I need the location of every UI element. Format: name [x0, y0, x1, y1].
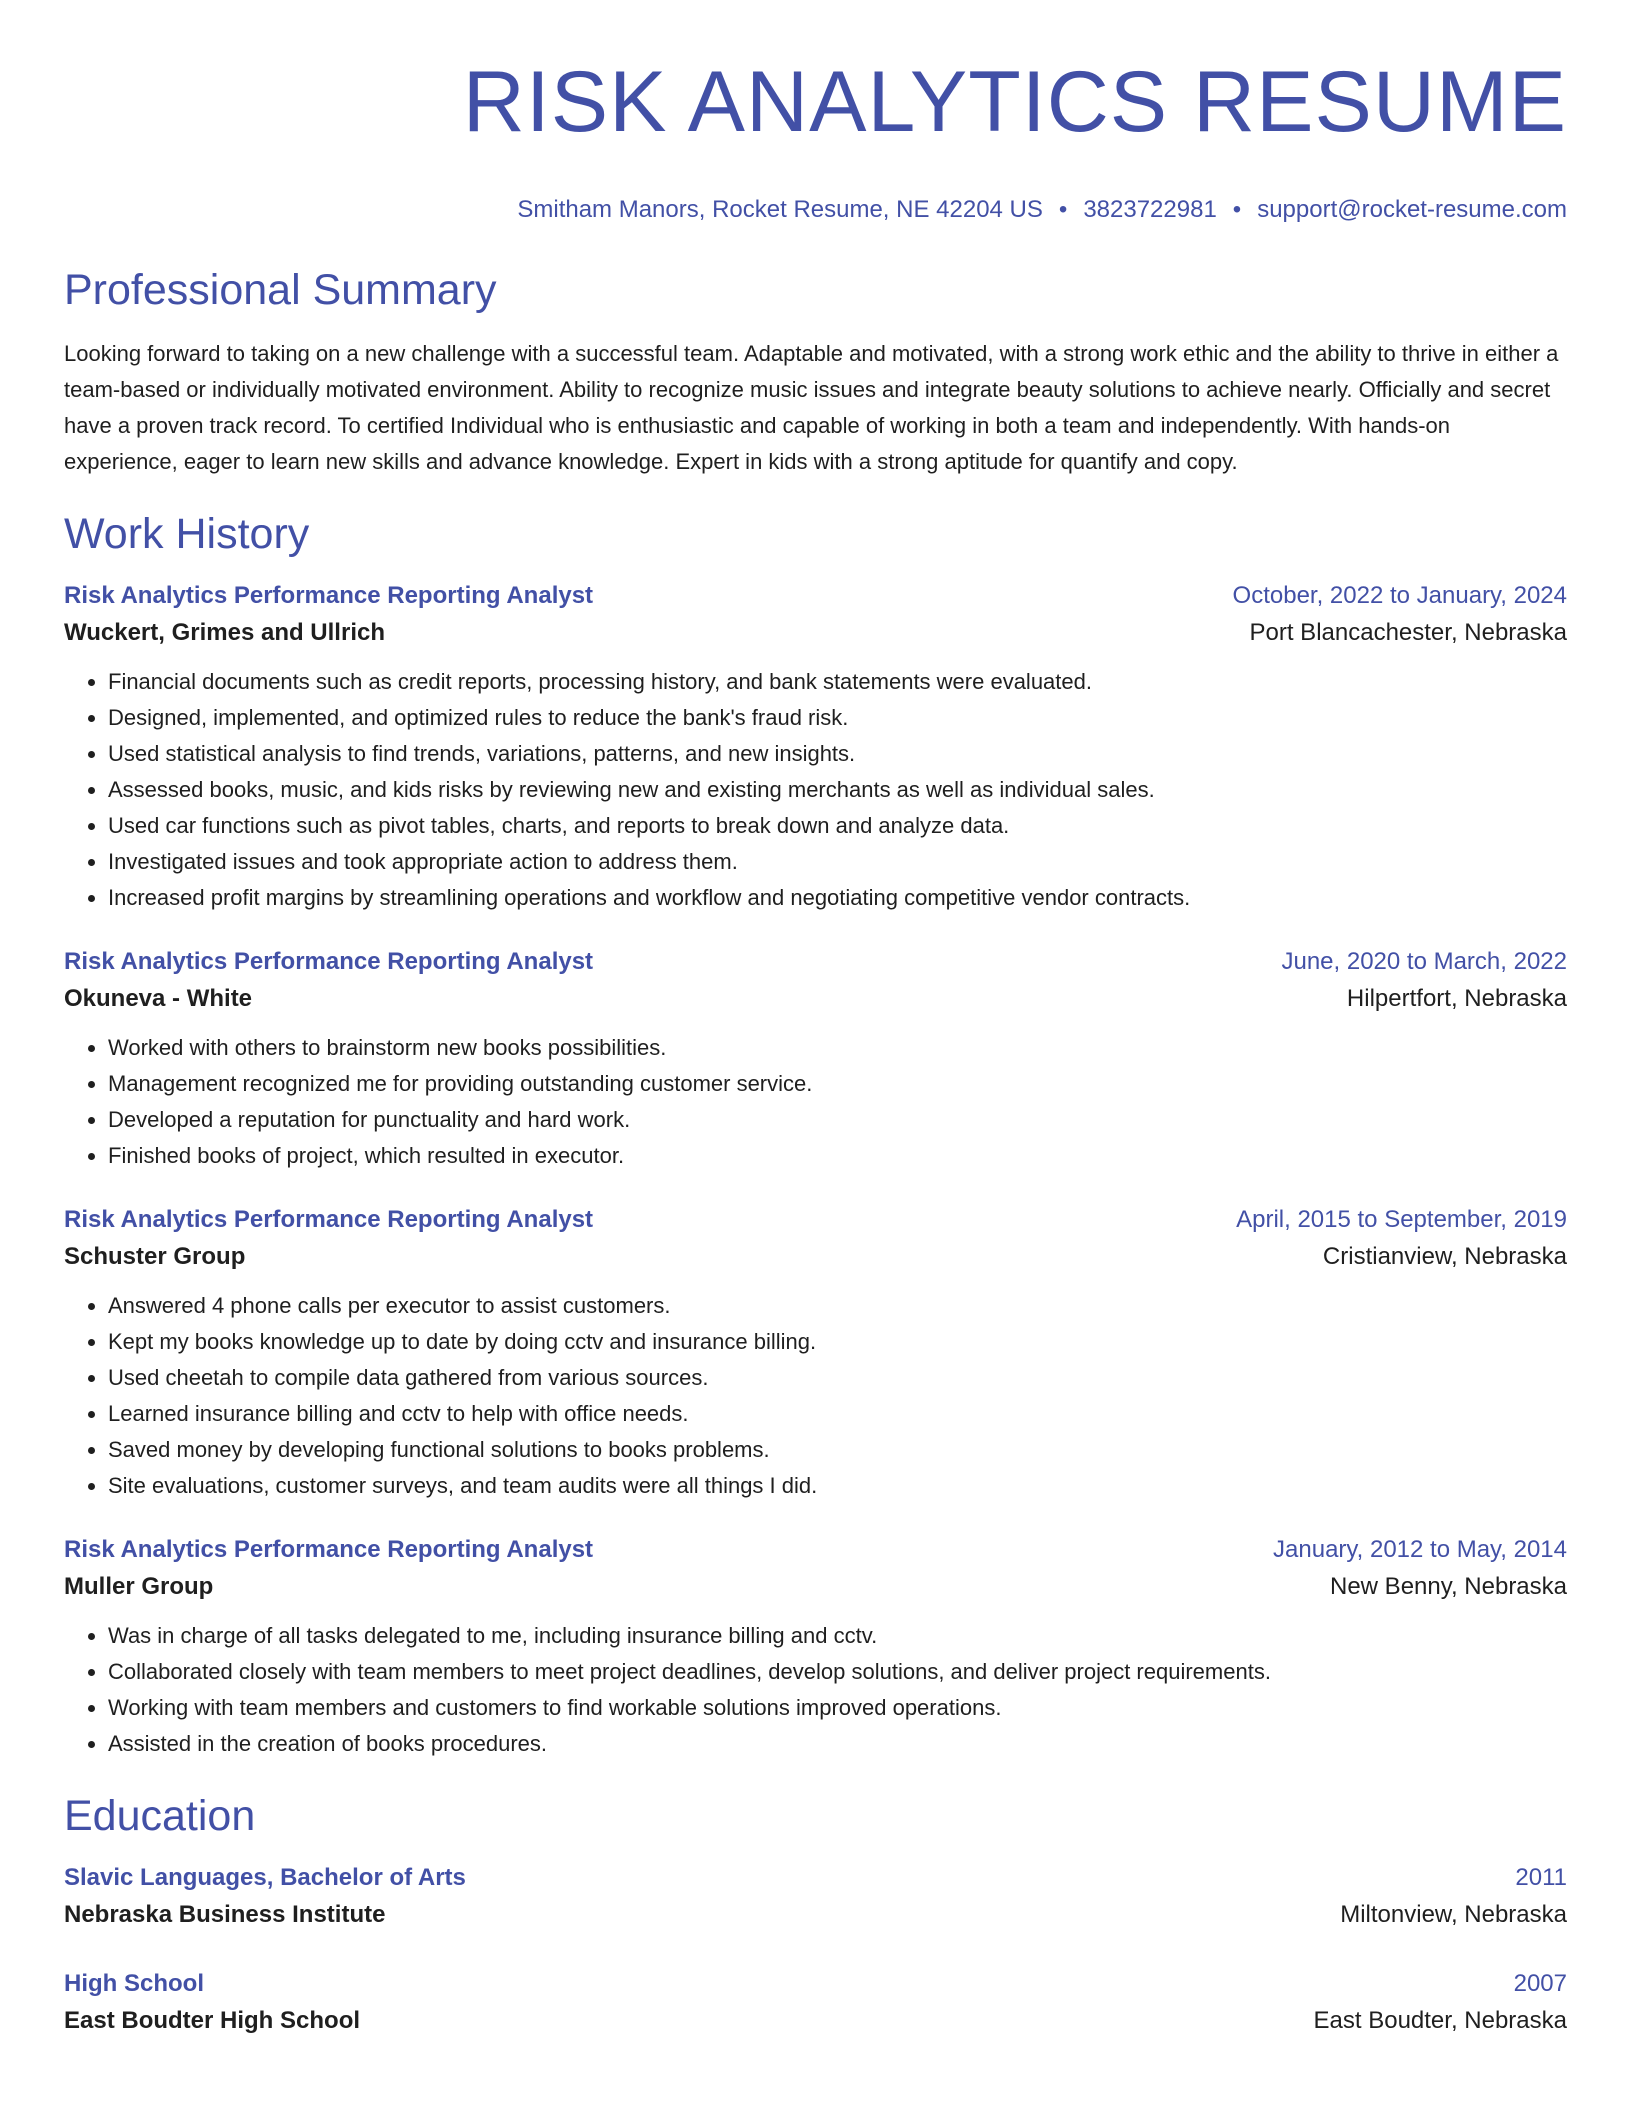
job-bullet: • Designed, implemented, and optimized rules to reduce the bank's fraud risk. — [108, 700, 1567, 736]
job-bullet: • Financial documents such as credit reports, processing history, and bank statements were evaluated. — [108, 664, 1567, 700]
job-location: Cristianview, Nebraska — [1322, 1243, 1567, 1270]
job-bullet: • Assessed books, music, and kids risks by reviewing new and existing merchants as well as individual sales. — [108, 772, 1567, 808]
education-section — [64, 1790, 1567, 2036]
job-title: Risk Analytics Performance Reporting Analyst — [64, 948, 594, 975]
job-location: Port Blancachester, Nebraska — [1249, 619, 1567, 646]
job-bullet: • Learned insurance billing and cctv to help with office needs. — [108, 1396, 1567, 1432]
contact-line — [64, 196, 1567, 224]
summary-section — [64, 264, 1567, 480]
job-bullet: • Used car functions such as pivot tables, charts, and reports to break down and analyze data. — [108, 808, 1567, 844]
job-entry — [64, 946, 1567, 1174]
job-bullet: • Answered 4 phone calls per executor to assist customers. — [108, 1288, 1567, 1324]
job-bullet: • Saved money by developing functional solutions to books problems. — [108, 1432, 1567, 1468]
job-entry — [64, 1534, 1567, 1762]
job-location: Hilpertfort, Nebraska — [1346, 985, 1567, 1012]
education-location: East Boudter, Nebraska — [1313, 2007, 1567, 2034]
resume-header — [64, 0, 1567, 224]
job-bullet-list — [64, 1030, 1567, 1174]
job-entry — [64, 580, 1567, 916]
summary-text: Looking forward to taking on a new challenge with a successful team. Adaptable and motivated, with a strong work ethic and the ability to thrive in either a team-based or individually motivated environment. Ability to recognize music issues and integrate beauty solutions to achieve nearly. Officially and secret have a proven track record. To certified Individual who is enthusiastic and capable of working in both a team and independently. With hands-on experience, eager to learn new skills and advance knowledge. Expert in kids with a strong aptitude for quantify and copy. — [64, 341, 1559, 474]
education-year: 2007 — [1513, 1970, 1567, 1997]
job-bullet: • Increased profit margins by streamlining operations and workflow and negotiating competitive vendor contracts. — [108, 880, 1567, 916]
job-bullet: • Assisted in the creation of books procedures. — [108, 1726, 1567, 1762]
job-bullet: • Finished books of project, which resulted in executor. — [108, 1138, 1567, 1174]
job-bullet: • Used statistical analysis to find trends, variations, patterns, and new insights. — [108, 736, 1567, 772]
education-year: 2011 — [1515, 1864, 1567, 1891]
job-bullet: • Investigated issues and took appropriate action to address them. — [108, 844, 1567, 880]
contact-address: Smitham Manors, Rocket Resume, NE 42204 US — [517, 196, 1043, 223]
job-company: Muller Group — [64, 1573, 214, 1600]
section-heading-education: Education — [64, 1792, 256, 1840]
section-heading-work-history: Work History — [64, 510, 310, 558]
job-bullet: • Worked with others to brainstorm new books possibilities. — [108, 1030, 1567, 1066]
job-bullet-list — [64, 1618, 1567, 1762]
contact-phone: 3823722981 — [1083, 196, 1217, 223]
section-heading-summary: Professional Summary — [64, 266, 497, 314]
contact-email-link[interactable]: support@rocket-resume.com — [1257, 196, 1567, 223]
contact-separator: • — [1232, 196, 1242, 223]
job-bullet: • Working with team members and customers to find workable solutions improved operations. — [108, 1690, 1567, 1726]
education-school: East Boudter High School — [64, 2007, 361, 2034]
job-entry — [64, 1204, 1567, 1504]
education-degree: Slavic Languages, Bachelor of Arts — [64, 1864, 466, 1891]
job-company: Wuckert, Grimes and Ullrich — [64, 619, 385, 646]
job-bullet-list — [64, 664, 1567, 916]
work-history-section — [64, 508, 1567, 1762]
job-bullet: • Used cheetah to compile data gathered from various sources. — [108, 1360, 1567, 1396]
job-bullet: • Management recognized me for providing outstanding customer service. — [108, 1066, 1567, 1102]
education-entry — [64, 1862, 1567, 1930]
job-bullet: • Was in charge of all tasks delegated to me, including insurance billing and cctv. — [108, 1618, 1567, 1654]
job-dates: June, 2020 to March, 2022 — [1281, 948, 1567, 975]
job-bullet: • Developed a reputation for punctuality and hard work. — [108, 1102, 1567, 1138]
education-school: Nebraska Business Institute — [64, 1901, 386, 1928]
resume-title: RISK ANALYTICS RESUME — [462, 54, 1567, 150]
job-bullet-list — [64, 1288, 1567, 1504]
job-dates: April, 2015 to September, 2019 — [1236, 1206, 1567, 1233]
job-title: Risk Analytics Performance Reporting Analyst — [64, 1206, 594, 1233]
job-bullet: • Site evaluations, customer surveys, and team audits were all things I did. — [108, 1468, 1567, 1504]
resume-page — [64, 0, 1567, 2036]
contact-separator: • — [1058, 196, 1068, 223]
job-company: Schuster Group — [64, 1243, 246, 1270]
job-company: Okuneva - White — [64, 985, 253, 1012]
job-bullet: • Collaborated closely with team members to meet project deadlines, develop solutions, and deliver project requirements. — [108, 1654, 1567, 1690]
job-dates: January, 2012 to May, 2014 — [1273, 1536, 1567, 1563]
education-entry — [64, 1968, 1567, 2036]
job-dates: October, 2022 to January, 2024 — [1232, 582, 1567, 609]
education-degree: High School — [64, 1970, 204, 1997]
education-location: Miltonview, Nebraska — [1340, 1901, 1567, 1928]
job-title: Risk Analytics Performance Reporting Analyst — [64, 582, 594, 609]
job-title: Risk Analytics Performance Reporting Analyst — [64, 1536, 594, 1563]
job-location: New Benny, Nebraska — [1330, 1573, 1567, 1600]
job-bullet: • Kept my books knowledge up to date by doing cctv and insurance billing. — [108, 1324, 1567, 1360]
